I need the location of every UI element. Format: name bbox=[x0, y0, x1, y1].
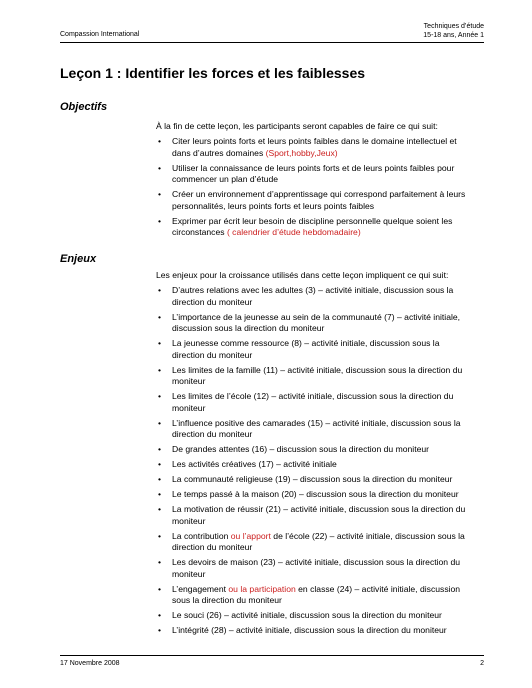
list-item: • Exprimer par écrit leur besoin de discipline personnelle quelque soient les circonstances ( calendrier d’étude hebdomadaire) bbox=[156, 216, 472, 239]
footer-date: 17 Novembre 2008 bbox=[60, 660, 120, 667]
list-item: • Les limites de l’école (12) – activité initiale, discussion sous la direction du moniteur bbox=[156, 391, 472, 414]
list-item: • Les devoirs de maison (23) – activité initiale, discussion sous la direction du moniteur bbox=[156, 557, 472, 580]
list-item: • Citer leurs points forts et leurs points faibles dans le domaine intellectuel et dans d’autres domaines (Sport,hobby,Jeux) bbox=[156, 136, 472, 159]
objectifs-list bbox=[156, 136, 472, 242]
list-item: • Le temps passé à la maison (20) – discussion sous la direction du moniteur bbox=[156, 489, 472, 501]
header-course bbox=[423, 22, 484, 40]
list-item: • De grandes attentes (16) – discussion sous la direction du moniteur bbox=[156, 444, 472, 456]
header-level: 15-18 ans, Année 1 bbox=[423, 32, 484, 39]
list-item: • L’intégrité (28) – activité initiale, discussion sous la direction du moniteur bbox=[156, 625, 472, 637]
list-item: • Les limites de la famille (11) – activité initiale, discussion sous la direction du moniteur bbox=[156, 365, 472, 388]
list-item: • Les activités créatives (17) – activité initiale bbox=[156, 459, 472, 471]
list-item: • La contribution ou l’apport de l’école (22) – activité initiale, discussion sous la direction du moniteur bbox=[156, 531, 472, 554]
list-item: • L’engagement ou la participation en classe (24) – activité initiale, discussion sous la direction du moniteur bbox=[156, 584, 472, 607]
objectifs-intro: À la fin de cette leçon, les participants seront capables de faire ce qui suit: bbox=[156, 121, 438, 131]
list-item: • La motivation de réussir (21) – activité initiale, discussion sous la direction du moniteur bbox=[156, 504, 472, 527]
enjeux-intro: Les enjeux pour la croissance utilisés dans cette leçon impliquent ce qui suit: bbox=[156, 270, 449, 280]
header-org: Compassion International bbox=[60, 31, 140, 38]
list-item: • D’autres relations avec les adultes (3) – activité initiale, discussion sous la direction du moniteur bbox=[156, 285, 472, 308]
lesson-title: Leçon 1 : Identifier les forces et les faiblesses bbox=[60, 65, 366, 81]
enjeux-heading: Enjeux bbox=[60, 253, 97, 265]
list-item: • Créer un environnement d’apprentissage qui correspond parfaitement à leurs personnalités, leurs points forts et leurs points faibles bbox=[156, 189, 472, 212]
header-divider bbox=[60, 42, 484, 43]
page-number: 2 bbox=[480, 660, 484, 667]
enjeux-list bbox=[156, 285, 472, 640]
list-item: • Le souci (26) – activité initiale, discussion sous la direction du moniteur bbox=[156, 610, 472, 622]
objectifs-heading: Objectifs bbox=[60, 101, 108, 113]
list-item: • Utiliser la connaissance de leurs points forts et de leurs points faibles pour commencer un plan d’étude bbox=[156, 163, 472, 186]
list-item: • L’importance de la jeunesse au sein de la communauté (7) – activité initiale, discussion sous la direction du moniteur bbox=[156, 312, 472, 335]
header-subject: Techniques d’étude bbox=[423, 23, 484, 30]
list-item: • La communauté religieuse (19) – discussion sous la direction du moniteur bbox=[156, 474, 472, 486]
footer-divider bbox=[60, 655, 484, 656]
list-item: • La jeunesse comme ressource (8) – activité initiale, discussion sous la direction du moniteur bbox=[156, 338, 472, 361]
list-item: • L’influence positive des camarades (15) – activité initiale, discussion sous la direction du moniteur bbox=[156, 418, 472, 441]
